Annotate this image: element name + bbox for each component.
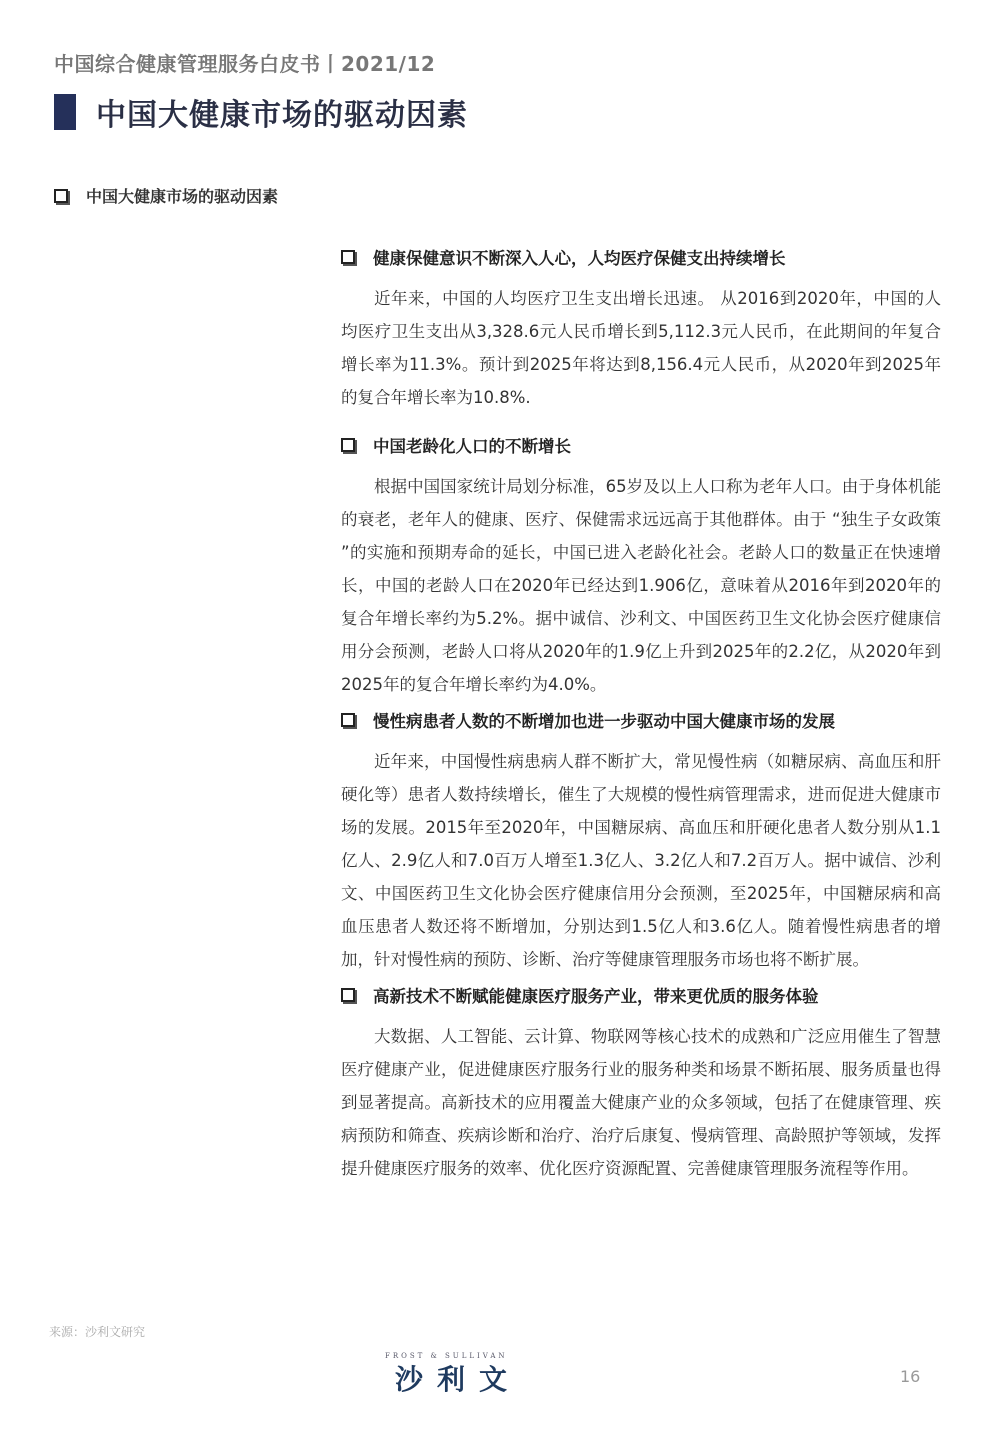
section-body: 近年来，中国的人均医疗卫生支出增长迅速。 从2016到2020年，中国的人均医疗卫生支出从3,328.6元人民币增长到5,112.3元人民币，在此期间的年复合增长率为11.3%。预计到2025年将达到8,156.4元人民币，从2020年到2025年的复合年增长率为10.8%. bbox=[341, 289, 941, 407]
section-heading bbox=[341, 238, 941, 276]
checkbox-bullet-icon bbox=[341, 988, 355, 1002]
section-body: 近年来，中国慢性病患病人群不断扩大，常见慢性病（如糖尿病、高血压和肝硬化等）患者人数持续增长，催生了大规模的慢性病管理需求，进而促进大健康市场的发展。2015年至2020年，中国糖尿病、高血压和肝硬化患者人数分别从1.1亿人、2.9亿人和7.0百万人增至1.3亿人、3.2亿人和7.2百万人。据中诚信、沙利文、中国医药卫生文化协会医疗健康信用分会预测，至2025年，中国糖尿病和高血压患者人数还将不断增加，分别达到1.5亿人和3.6亿人。随着慢性病患者的增加，针对慢性病的预防、诊断、治疗等健康管理服务市场也将不断扩展。 bbox=[341, 752, 941, 969]
checkbox-bullet-icon bbox=[341, 250, 355, 264]
checkbox-bullet-icon bbox=[341, 438, 355, 452]
title-bar-icon bbox=[54, 94, 76, 130]
section-heading-text: 健康保健意识不断深入人心，人均医疗保健支出持续增长 bbox=[373, 249, 786, 268]
source-note: 来源：沙利文研究 bbox=[49, 1325, 146, 1339]
section-body: 根据中国国家统计局划分标准，65岁及以上人口称为老年人口。由于身体机能的衰老，老年人的健康、医疗、保健需求远远高于其他群体。由于 “独生子女政策 ”的实施和预期寿命的延长，中国已进入老龄化社会。老龄人口的数量正在快速增长，中国的老龄人口在2020年已经达到1.906亿，意味着从2016年到2020年的复合年增长率约为5.2%。据中诚信、沙利文、中国医药卫生文化协会医疗健康信用分会预测，老龄人口将从2020年的1.9亿上升到2025年的2.2亿，从2020年到2025年的复合年增长率约为4.0%。 bbox=[341, 477, 941, 694]
content-column bbox=[341, 238, 941, 1185]
side-heading bbox=[54, 184, 278, 207]
section-health-awareness bbox=[341, 238, 941, 414]
document-header: 中国综合健康管理服务白皮书丨2021/12 bbox=[54, 52, 436, 76]
logo-chinese: 沙利文 bbox=[395, 1363, 522, 1396]
page-title: 中国大健康市场的驱动因素 bbox=[96, 98, 468, 133]
section-high-tech bbox=[341, 976, 941, 1185]
section-heading-text: 高新技术不断赋能健康医疗服务产业，带来更优质的服务体验 bbox=[373, 987, 819, 1006]
section-chronic-disease bbox=[341, 701, 941, 976]
section-heading-text: 慢性病患者人数的不断增加也进一步驱动中国大健康市场的发展 bbox=[373, 712, 835, 731]
frost-sullivan-logo bbox=[385, 1352, 521, 1398]
checkbox-bullet-icon bbox=[341, 713, 355, 727]
logo-english: FROST & SULLIVAN bbox=[385, 1352, 508, 1360]
page-number: 16 bbox=[900, 1367, 921, 1386]
page-title-row bbox=[54, 90, 468, 134]
section-body: 大数据、人工智能、云计算、物联网等核心技术的成熟和广泛应用催生了智慧医疗健康产业，促进健康医疗服务行业的服务种类和场景不断拓展、服务质量也得到显著提高。高新技术的应用覆盖大健康产业的众多领域，包括了在健康管理、疾病预防和筛查、疾病诊断和治疗、治疗后康复、慢病管理、高龄照护等领域，发挥提升健康医疗服务的效率、优化医疗资源配置、完善健康管理服务流程等作用。 bbox=[341, 1027, 941, 1178]
section-heading bbox=[341, 701, 941, 739]
section-heading-text: 中国老龄化人口的不断增长 bbox=[373, 437, 571, 456]
side-heading-text: 中国大健康市场的驱动因素 bbox=[86, 187, 279, 206]
checkbox-bullet-icon bbox=[54, 189, 68, 203]
section-aging-population bbox=[341, 426, 941, 701]
section-heading bbox=[341, 976, 941, 1014]
section-heading bbox=[341, 426, 941, 464]
